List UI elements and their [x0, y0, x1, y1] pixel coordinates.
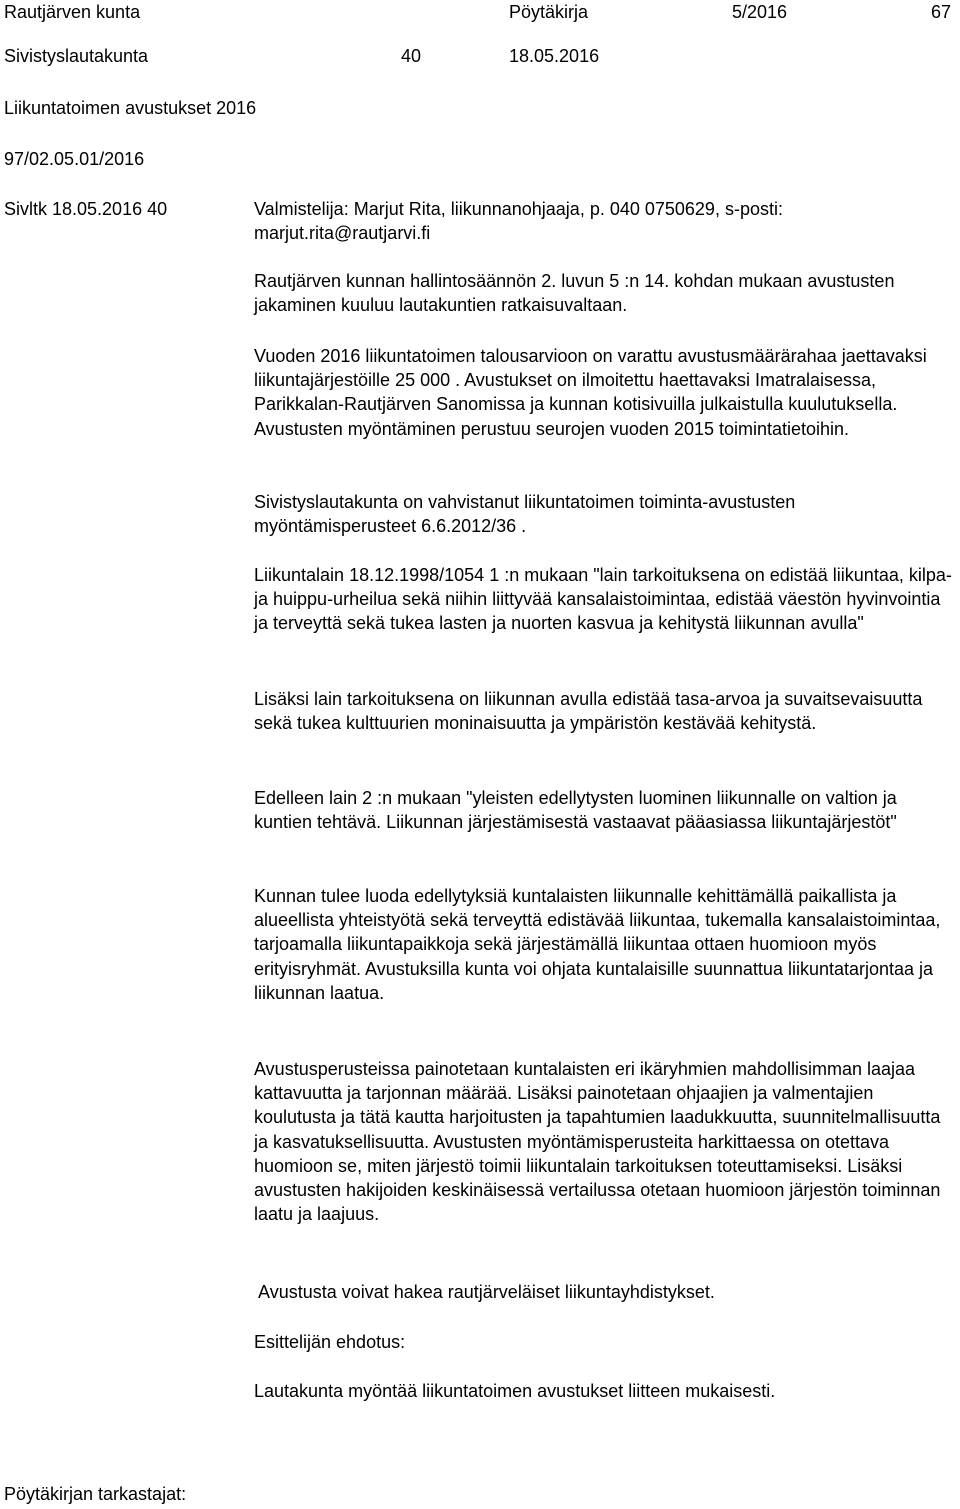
page-number: 67	[931, 2, 952, 22]
paragraph-criteria: Sivistyslautakunta on vahvistanut liikuntatoimen toiminta-avustusten myöntämisperusteet 6.6.2012/36 .	[254, 492, 796, 537]
paragraph-regulation: Rautjärven kunnan hallintosäännön 2. luvun 5 :n 14. kohdan mukaan avustusten jakaminen kuuluu lautakuntien ratkaisuvaltaan.	[254, 271, 895, 316]
paragraph-grant-basis: Avustusperusteissa painotetaan kuntalaisten eri ikäryhmien mahdollisimman laajaa kattavuutta ja tarjonnan määrää. Lisäksi painotetaan ohjaajien ja valmentajien koulutusta ja tätä kautta harjoitusten ja tapahtumien laadukkuutta, suunnitelmallisuutta ja kasvatuksellisuutta. Avustusten myöntämisperusteita harkittaessa on otettava huomioon se, miten järjestö toimii liikuntalain tarkoituksen toteuttamiseksi. Lisäksi avustusten hakijoiden keskinäisessä vertailussa otetaan huomioon järjestön toiminnan laatu ja laajuus.	[254, 1059, 941, 1225]
document-number: 5/2016	[732, 2, 788, 22]
paragraph-section-2: Edelleen lain 2 :n mukaan "yleisten edellytysten luominen liikunnalle on valtion ja kuntien tehtävä. Liikunnan järjestämisestä vastaavat pääasiassa liikuntajärjestöt"	[254, 788, 897, 833]
paragraph-sports-act: Liikuntalain 18.12.1998/1054 1 :n mukaan "lain tarkoituksena on edistää liikuntaa, kilpa- ja huippu-urheilua sekä niihin liittyvää kansalaistoimintaa, edistää väestön hyvinvointia ja terveyttä sekä tukea lasten ja nuorten kasvua ja kehitystä liikunnan avulla"	[254, 565, 952, 634]
reviewers-label: Pöytäkirjan tarkastajat:	[4, 1484, 187, 1504]
document-type: Pöytäkirja	[509, 2, 589, 22]
proposal-label: Esittelijän ehdotus:	[254, 1332, 406, 1352]
paragraph-municipality: Kunnan tulee luoda edellytyksiä kuntalaisten liikunnalle kehittämällä paikallista ja alueellista yhteistyötä sekä terveyttä edistävää liikuntaa, tukemalla kansalaistoimintaa, tarjoamalla liikuntapaikkoja sekä järjestämällä liikuntaa ottaen huomioon myös erityisryhmät. Avustuksilla kunta voi ohjata kuntalaisille suunnattua liikuntatarjontaa ja liikunnan laatua.	[254, 886, 941, 1003]
proposal-text: Lautakunta myöntää liikuntatoimen avustukset liitteen mukaisesti.	[254, 1381, 776, 1401]
meeting-date: 18.05.2016	[509, 46, 600, 66]
paragraph-budget: Vuoden 2016 liikuntatoimen talousarvioon on varattu avustusmäärärahaa jaettavaksi liikuntajärjestöille 25 000 . Avustukset on ilmoitettu haettavaksi Imatralaisessa, Parikkalan-Rautjärven Sanomissa ja kunnan kotisivuilla julkaistulla kuulutuksella. Avustusten myöntäminen perustuu seurojen vuoden 2015 toimintatietoihin.	[254, 346, 927, 439]
committee-name: Sivistyslautakunta	[4, 46, 149, 66]
section-number: 40	[401, 46, 422, 66]
municipality-name: Rautjärven kunta	[4, 2, 141, 22]
paragraph-equality: Lisäksi lain tarkoituksena on liikunnan avulla edistää tasa-arvoa ja suvaitsevaisuutta sekä tukea kulttuurien moninaisuutta ja ympäristön kestävää kehitystä.	[254, 689, 923, 734]
paragraph-eligibility: Avustusta voivat hakea rautjärveläiset liikuntayhdistykset.	[254, 1282, 715, 1302]
matter-title: Liikuntatoimen avustukset 2016	[4, 98, 257, 118]
record-number: 97/02.05.01/2016	[4, 149, 145, 169]
preparer-paragraph: Valmistelija: Marjut Rita, liikunnanohjaaja, p. 040 0750629, s-posti: marjut.rita@rautjarvi.fi	[254, 199, 783, 244]
section-reference: Sivltk 18.05.2016 40	[4, 199, 168, 219]
